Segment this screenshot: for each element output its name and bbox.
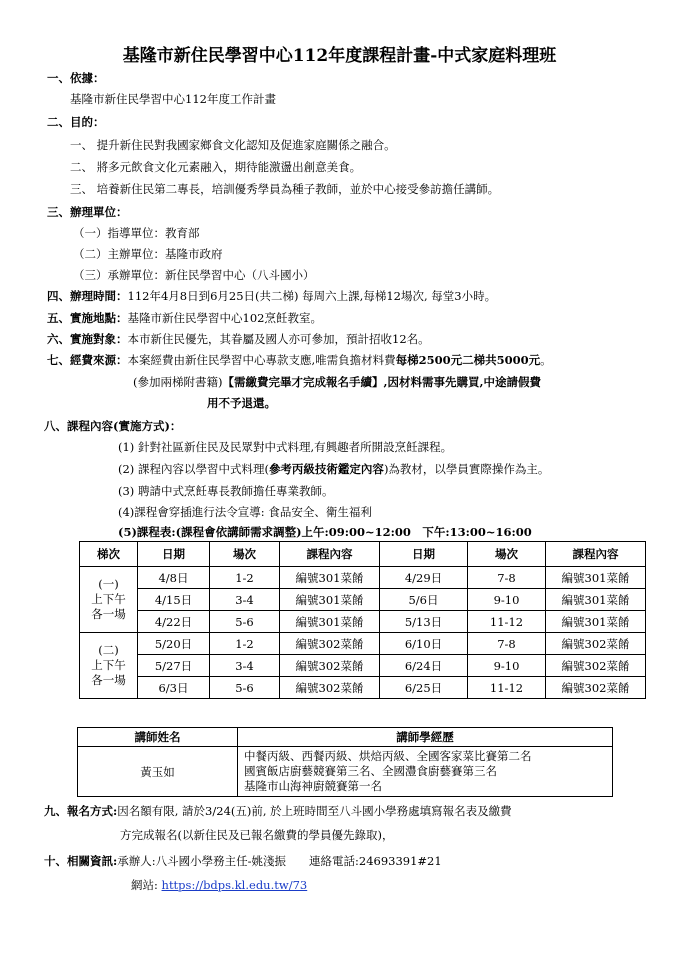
section-7-line2	[133, 374, 541, 390]
table-cell: 5-6	[210, 611, 280, 633]
section-8-item-1: (1) 針對社區新住民及民眾對中式料理,有興趣者所開設烹飪課程。	[118, 440, 453, 454]
schedule-header: 日期	[138, 542, 210, 567]
section-7	[47, 352, 552, 368]
section-9-heading: 九、報名方式:	[44, 804, 118, 818]
section-2-item-2: 二、 將多元飲食文化元素融入，期待能激盪出創意美食。	[70, 160, 362, 174]
section-10-text: 承辦人:八斗國小學務主任-姚淺振 連絡電話:24693391#21	[117, 854, 442, 868]
table-cell: 6/24日	[380, 655, 468, 677]
table-cell: 3-4	[210, 589, 280, 611]
table-cell: 編號301菜餚	[546, 589, 646, 611]
table-row	[80, 633, 646, 655]
section-8-item-2	[118, 461, 549, 477]
section-9-line2: 方完成報名(以新住民及已報名繳費的學員優先錄取)，	[120, 828, 394, 842]
table-cell: 5/6日	[380, 589, 468, 611]
section-10-website	[131, 877, 307, 893]
table-cell: 編號301菜餚	[546, 567, 646, 589]
instructor-header-row	[78, 728, 613, 747]
table-row	[80, 655, 646, 677]
instructor-name: 黃玉如	[78, 747, 238, 797]
section-2-item-1: 一、 提升新住民對我國家鄉食文化認知及促進家庭關係之融合。	[70, 138, 396, 152]
section-3-item-3: （三）承辦單位：新住民學習中心（八斗國小）	[73, 268, 315, 282]
table-cell: 5/27日	[138, 655, 210, 677]
section-8-item-4: (4)課程會穿插進行法令宣導: 食品安全、衛生福利	[118, 505, 372, 519]
instructor-table	[77, 727, 613, 797]
table-cell: 5/13日	[380, 611, 468, 633]
table-cell: 9-10	[468, 655, 546, 677]
section-8-item-2-a: (2) 課程內容以學習中式料理(	[118, 462, 269, 476]
schedule-header: 場次	[468, 542, 546, 567]
section-2-item-3: 三、 培養新住民第二專長，培訓優秀學員為種子教師，並於中心接受參訪擔任講師。	[70, 182, 500, 196]
schedule-table	[79, 541, 646, 699]
section-3-heading: 三、辦理單位：	[47, 205, 128, 219]
section-8-item-3: (3) 聘請中式烹飪專長教師擔任專業教師。	[118, 484, 334, 498]
instructor-bio-line: 國賓飯店廚藝競賽第三名、全國灃食廚藝賽第三名	[244, 764, 497, 778]
instructor-bio-line: 基隆市山海神廚競賽第一名	[244, 779, 382, 793]
section-6-text: 本市新住民優先，其眷屬及國人亦可參加，預計招收12名。	[127, 332, 430, 346]
table-cell: 6/25日	[380, 677, 468, 699]
section-5-text: 基隆市新住民學習中心102烹飪教室。	[127, 311, 322, 325]
table-cell: 6/3日	[138, 677, 210, 699]
table-cell: 7-8	[468, 567, 546, 589]
table-cell: 4/15日	[138, 589, 210, 611]
section-8-item-5: (5)課程表:(課程會依講師需求調整)上午:09:00~12:00 下午:13:00~16:00	[118, 525, 532, 539]
table-row	[78, 747, 613, 797]
table-cell: 7-8	[468, 633, 546, 655]
table-row	[80, 611, 646, 633]
table-cell: 5-6	[210, 677, 280, 699]
section-8-item-2-c: )為教材，以學員實際操作為主。	[383, 462, 550, 476]
section-7-fee: 每梯2500元二梯共5000元	[395, 353, 541, 367]
section-1-text: 基隆市新住民學習中心112年度工作計畫	[70, 92, 276, 106]
section-6	[47, 331, 430, 347]
section-7-text: 本案經費由新住民學習中心專款支應,唯需負擔材料費	[127, 353, 396, 367]
table-row	[80, 677, 646, 699]
table-cell: 編號302菜餚	[546, 655, 646, 677]
page-title: 基隆市新住民學習中心112年度課程計畫-中式家庭料理班	[122, 46, 557, 66]
table-cell: 9-10	[468, 589, 546, 611]
section-4-text: 112年4月8日到6月25日(共二梯) 每周六上課,每梯12場次, 每堂3小時。	[127, 289, 497, 303]
table-cell: 編號302菜餚	[546, 677, 646, 699]
group-2-label: (二) 上下午 各一場	[80, 633, 138, 699]
section-8-item-2-bold: 參考丙級技術鑑定內容	[268, 462, 384, 476]
table-cell: 編號302菜餚	[546, 633, 646, 655]
section-8-heading: 八、課程內容(實施方式)：	[44, 419, 182, 433]
schedule-header: 課程內容	[280, 542, 380, 567]
website-label: 網站:	[131, 878, 162, 892]
table-cell: 編號301菜餚	[280, 589, 380, 611]
instructor-bio-line: 中餐丙級、西餐丙級、烘焙丙級、全國客家菜比賽第二名	[244, 749, 532, 763]
schedule-header-row	[80, 542, 646, 567]
section-4-heading: 四、辦理時間：	[47, 289, 128, 303]
table-row	[80, 589, 646, 611]
section-10	[44, 853, 442, 869]
instructor-header: 講師學經歷	[238, 728, 613, 747]
section-3-item-1: （一）指導單位：教育部	[73, 226, 200, 240]
section-7-line3: 用不予退還。	[207, 396, 276, 410]
schedule-header: 課程內容	[546, 542, 646, 567]
section-1-heading: 一、依據：	[47, 71, 105, 85]
table-cell: 11-12	[468, 677, 546, 699]
instructor-header: 講師姓名	[78, 728, 238, 747]
section-7-heading: 七、經費來源：	[47, 353, 128, 367]
table-cell: 編號302菜餚	[280, 655, 380, 677]
section-5-heading: 五、實施地點：	[47, 311, 128, 325]
table-cell: 11-12	[468, 611, 546, 633]
section-9	[44, 803, 512, 819]
table-cell: 編號301菜餚	[280, 567, 380, 589]
website-link[interactable]: https://bdps.kl.edu.tw/73	[161, 878, 308, 892]
table-cell: 5/20日	[138, 633, 210, 655]
table-cell: 4/8日	[138, 567, 210, 589]
section-2-heading: 二、目的：	[47, 115, 105, 129]
instructor-bio	[238, 747, 613, 797]
table-cell: 4/29日	[380, 567, 468, 589]
section-9-text: 因名額有限, 請於3/24(五)前, 於上班時間至八斗國小學務處填寫報名表及繳費	[117, 804, 512, 818]
section-6-heading: 六、實施對象：	[47, 332, 128, 346]
table-cell: 編號302菜餚	[280, 677, 380, 699]
section-7-end: 。	[540, 353, 552, 367]
section-7-payment-note: 【需繳費完畢才完成報名手續】,因材料需事先購買,中途請假費	[222, 375, 541, 389]
section-3-item-2: （二）主辦單位：基隆市政府	[73, 247, 223, 261]
schedule-header: 日期	[380, 542, 468, 567]
table-cell: 1-2	[210, 633, 280, 655]
section-7-books-note: (參加兩梯附書籍)	[133, 375, 223, 389]
table-row	[80, 567, 646, 589]
schedule-header: 場次	[210, 542, 280, 567]
table-cell: 4/22日	[138, 611, 210, 633]
group-1-label: (一) 上下午 各一場	[80, 567, 138, 633]
table-cell: 編號302菜餚	[280, 633, 380, 655]
table-cell: 1-2	[210, 567, 280, 589]
section-5	[47, 310, 322, 326]
table-cell: 編號301菜餚	[546, 611, 646, 633]
section-4	[47, 288, 496, 304]
table-cell: 編號301菜餚	[280, 611, 380, 633]
table-cell: 6/10日	[380, 633, 468, 655]
schedule-header: 梯次	[80, 542, 138, 567]
table-cell: 3-4	[210, 655, 280, 677]
section-10-heading: 十、相關資訊:	[44, 854, 118, 868]
